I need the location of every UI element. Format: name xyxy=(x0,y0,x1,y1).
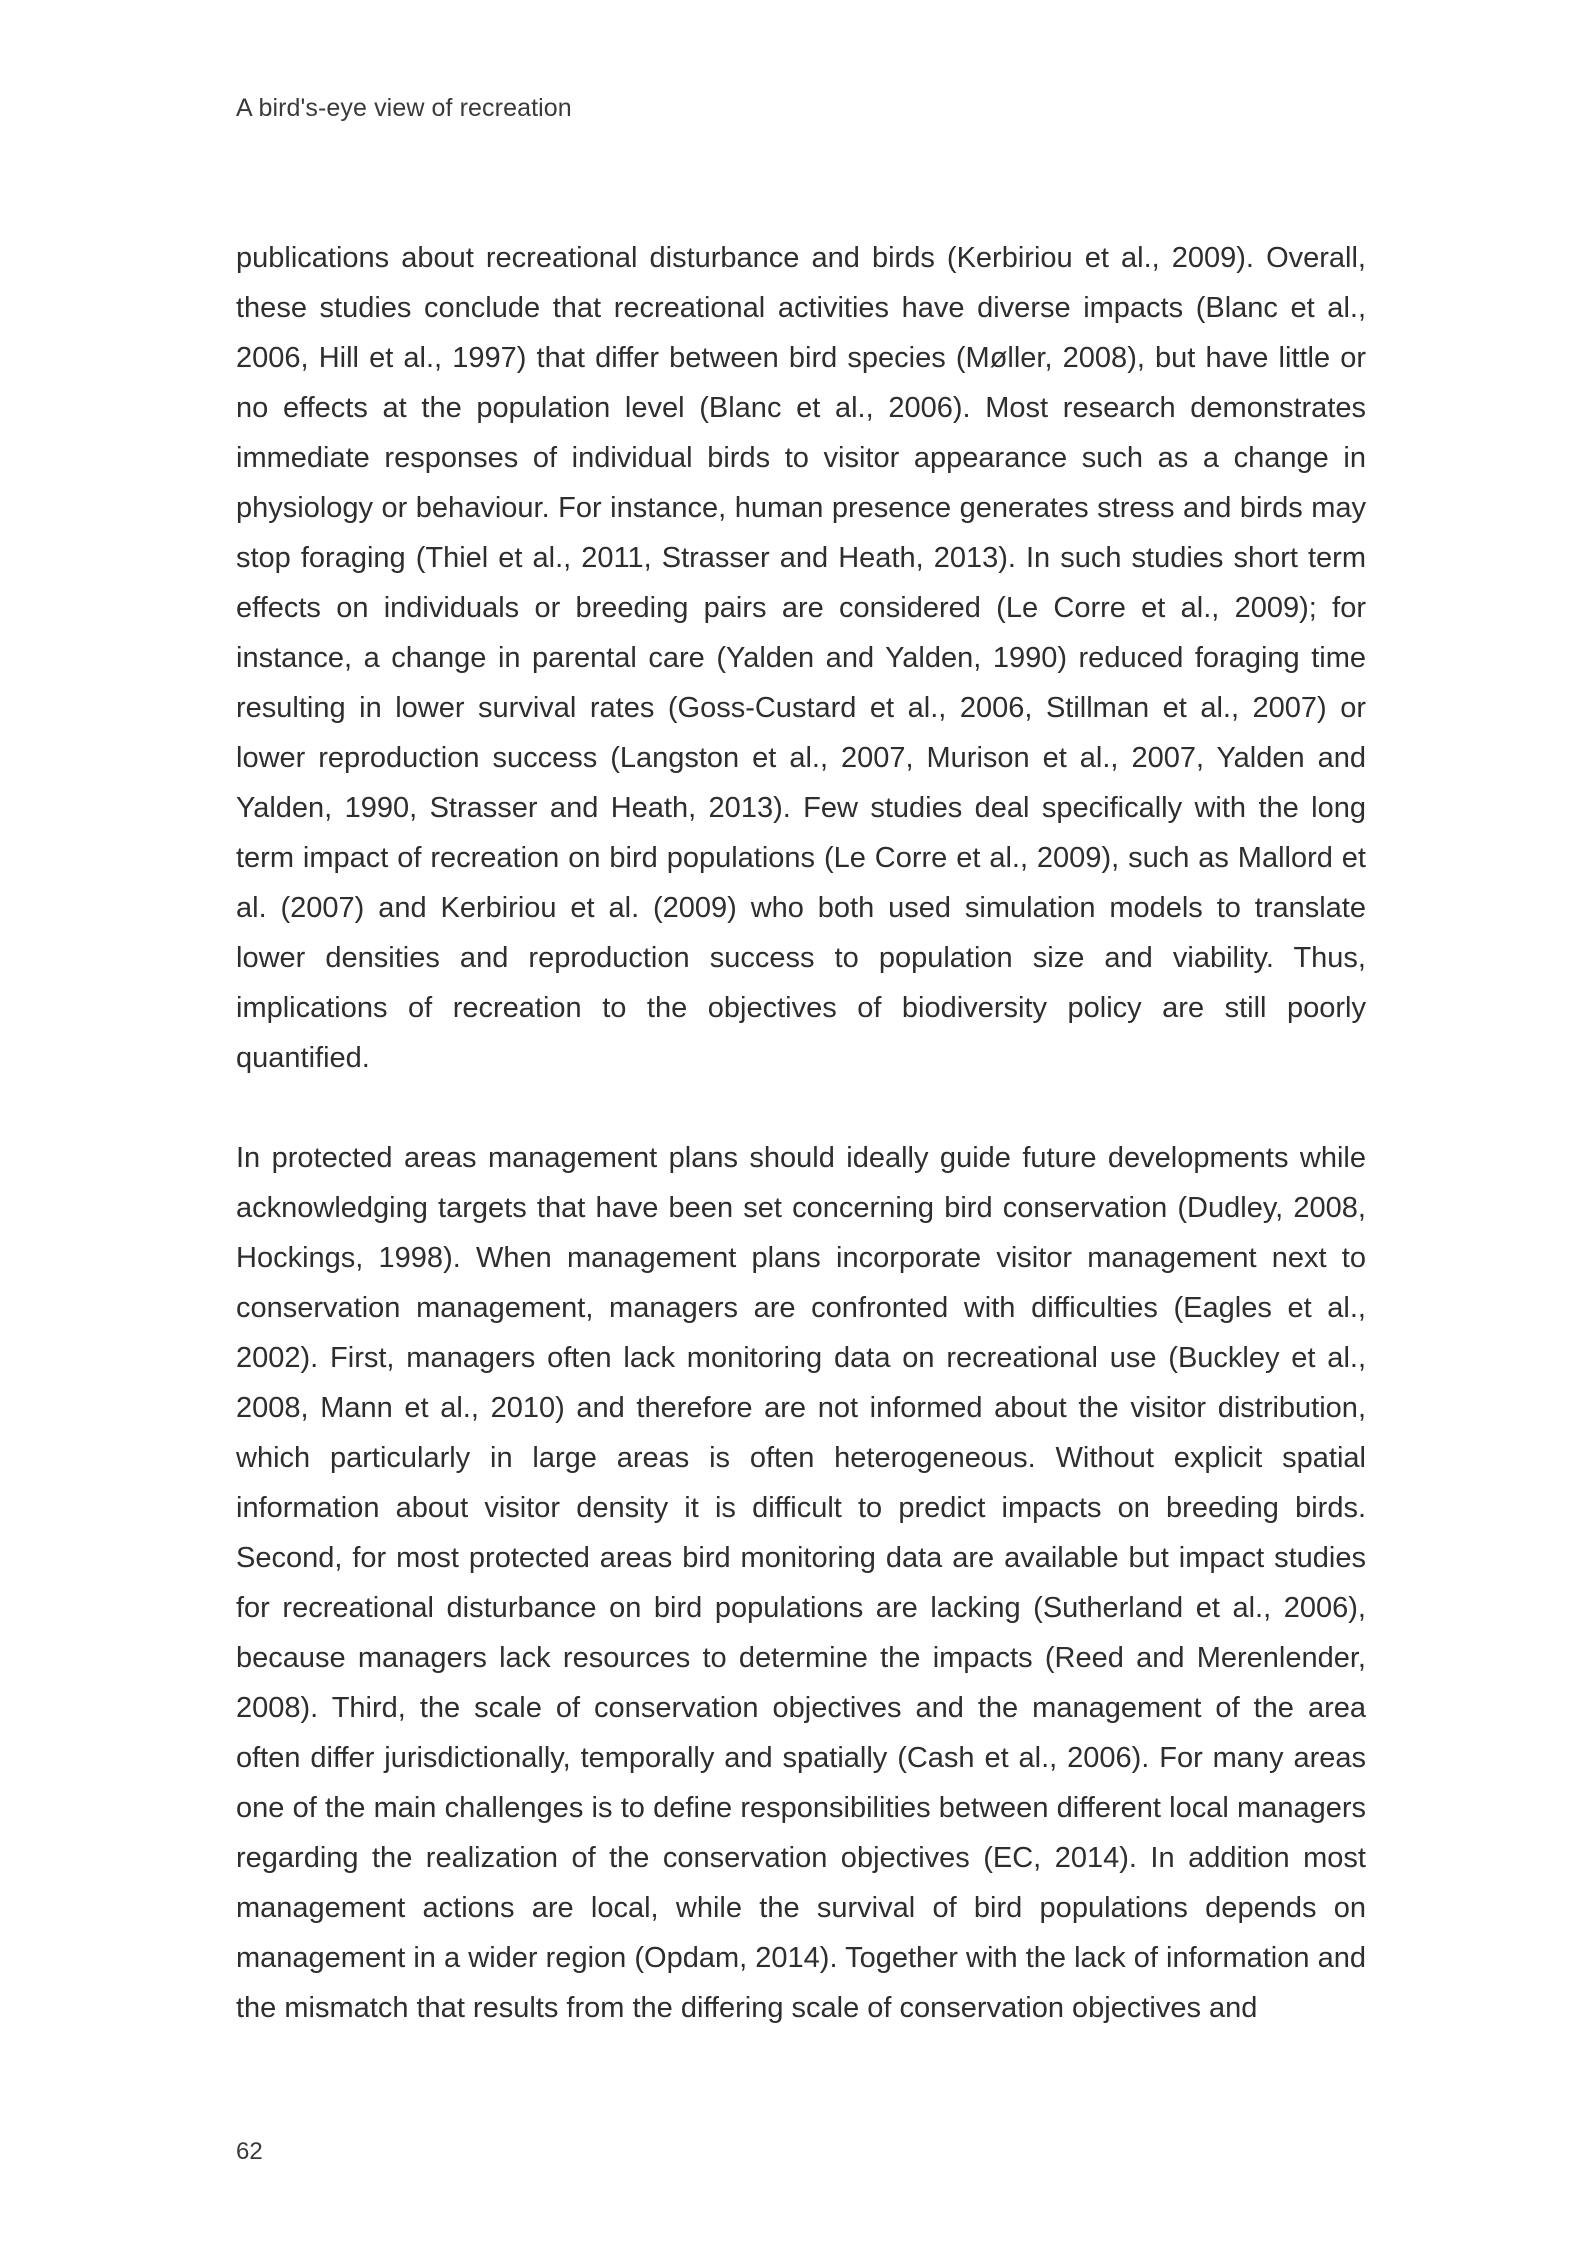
page-number: 62 xyxy=(236,2138,263,2165)
paragraph-2: In protected areas management plans should ideally guide future developments while acknowledging targets that have been set concerning bird conservation (Dudley, 2008, Hockings, 1998). When management plans incorporate visitor management next to conservation management, managers are confronted with difficulties (Eagles et al., 2002). First, managers often lack monitoring data on recreational use (Buckley et al., 2008, Mann et al., 2010) and therefore are not informed about the visitor distribution, which particularly in large areas is often heterogeneous. Without explicit spatial information about visitor density it is difficult to predict impacts on breeding birds. Second, for most protected areas bird monitoring data are available but impact studies for recreational disturbance on bird populations are lacking (Sutherland et al., 2006), because managers lack resources to determine the impacts (Reed and Merenlender, 2008). Third, the scale of conservation objectives and the management of the area often differ jurisdictionally, temporally and spatially (Cash et al., 2006). For many areas one of the main challenges is to define responsibilities between different local managers regarding the realization of the conservation objectives (EC, 2014). In addition most management actions are local, while the survival of bird populations depends on management in a wider region (Opdam, 2014). Together with the lack of information and the mismatch that results from the differing scale of conservation objectives and xyxy=(236,1142,1366,2024)
running-header: A bird's-eye view of recreation xyxy=(236,94,572,122)
body-text xyxy=(236,233,1366,2033)
paragraph-1: publications about recreational disturbance and birds (Kerbiriou et al., 2009). Overall, these studies conclude that recreational activities have diverse impacts (Blanc et al., 2006, Hill et al., 1997) that differ between bird species (Møller, 2008), but have little or no effects at the population level (Blanc et al., 2006). Most research demonstrates immediate responses of individual birds to visitor appearance such as a change in physiology or behaviour. For instance, human presence generates stress and birds may stop foraging (Thiel et al., 2011, Strasser and Heath, 2013). In such studies short term effects on individuals or breeding pairs are considered (Le Corre et al., 2009); for instance, a change in parental care (Yalden and Yalden, 1990) reduced foraging time resulting in lower survival rates (Goss-Custard et al., 2006, Stillman et al., 2007) or lower reproduction success (Langston et al., 2007, Murison et al., 2007, Yalden and Yalden, 1990, Strasser and Heath, 2013). Few studies deal specifically with the long term impact of recreation on bird populations (Le Corre et al., 2009), such as Mallord et al. (2007) and Kerbiriou et al. (2009) who both used simulation models to translate lower densities and reproduction success to population size and viability. Thus, implications of recreation to the objectives of biodiversity policy are still poorly quantified. xyxy=(236,242,1366,1074)
